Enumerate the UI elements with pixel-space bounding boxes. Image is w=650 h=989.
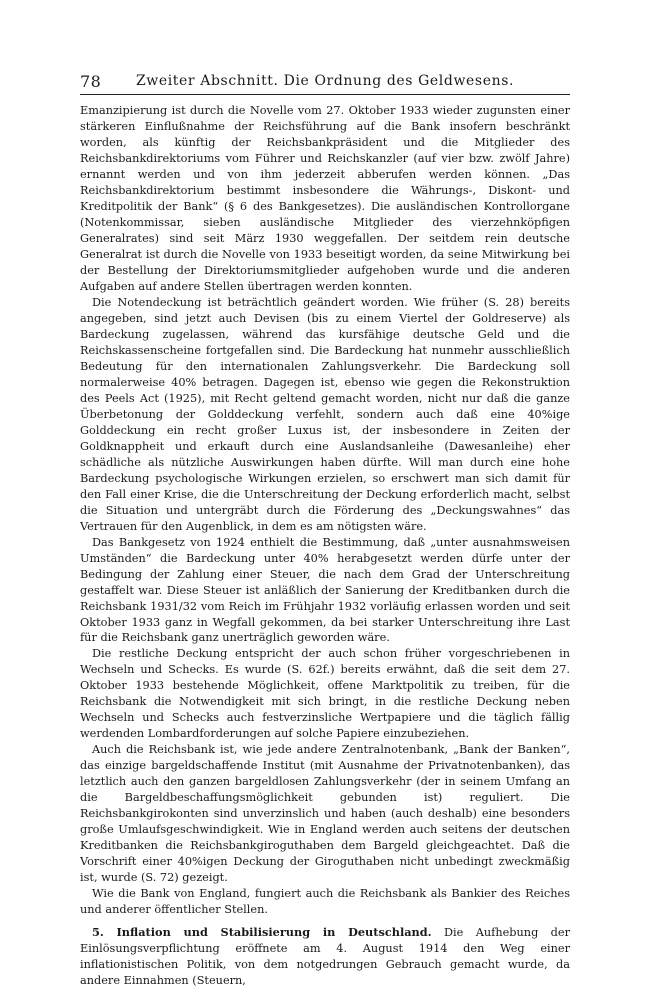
- book-page: [80, 72, 570, 989]
- paragraph-3: Das Bankgesetz von 1924 enthielt die Bestimmung, daß „unter ausnahmsweisen Umständen“ die Bardeckung unter 40% herabgesetzt werden dürfe unter der Bedingung der Zahlung einer Steuer, die nach dem Grad der Unterschreitung gestaffelt war. Diese Steuer ist anläßlich der Sanierung der Kreditbanken durch die Reichsbank 1931/32 vom Reich im Frühjahr 1932 vorläufig erlassen worden und seit Oktober 1933 ganz in Wegfall gekommen, da bei starker Unterschreitung ihre Last für die Reichsbank ganz unerträglich geworden wäre.: [80, 535, 570, 645]
- paragraph-2: Die Notendeckung ist beträchtlich geändert worden. Wie früher (S. 28) bereits angegeben, sind jetzt auch Devisen (bis zu einem Viertel der Goldreserve) als Bardeckung zugelassen, während das kursfähige deutsche Geld und die Reichskassenscheine fortgefallen sind. Die Bardeckung hat nunmehr ausschließlich Bedeutung für den internationalen Zahlungsverkehr. Die Bardeckung soll normalerweise 40% betragen. Dagegen ist, ebenso wie gegen die Rekonstruktion des Peels Act (1925), mit Recht geltend gemacht worden, nicht nur daß die ganze Überbetonung der Golddeckung verfehlt, sondern auch daß eine 40%ige Golddeckung ein recht großer Luxus ist, der insbesondere in Zeiten der Goldknappheit und erkauft durch eine Auslandsanleihe (Dawesanleihe) eher schädliche als nützliche Auswirkungen haben dürfte. Will man durch eine hohe Bardeckung psychologische Wirkungen erzielen, so erschwert man sich damit für den Fall einer Krise, die die Unterschreitung der Deckung erforderlich macht, selbst die Situation und untergräbt durch die Förderung des „Deckungswahnes“ das Vertrauen für den Augenblick, in dem es am nötigsten wäre.: [80, 295, 570, 533]
- paragraph-5: Auch die Reichsbank ist, wie jede andere Zentralnotenbank, „Bank der Banken“, das einzige bargeldschaffende Institut (mit Ausnahme der Privatnotenbanken), das letztlich auch den ganzen bargeldlosen Zahlungsverkehr (der in seinem Umfang an die Bargeldbeschaffungsmöglichkeit gebunden ist) reguliert. Die Reichsbankgirokonten sind unverzinslich und haben (auch deshalb) eine besonders große Umlaufsgeschwindigkeit. Wie in England werden auch seitens der deutschen Kreditbanken die Reichsbankgiroguthaben dem Bargeld gleichgeachtet. Daß die Vorschrift einer 40%igen Deckung der Giroguthaben nicht unbedingt zweckmäßig ist, wurde (S. 72) gezeigt.: [80, 743, 570, 885]
- section-paragraph: [80, 925, 570, 989]
- paragraph-4: Die restliche Deckung entspricht der auch schon früher vorgeschriebenen in Wechseln und Schecks. Es wurde (S. 62f.) bereits erwähnt, daß die seit dem 27. Oktober 1933 bestehende Möglichkeit, offene Marktpolitik zu treiben, für die Reichsbank die Notwendigkeit mit sich bringt, in die restliche Deckung neben Wechseln und Schecks auch festverzinsliche Wertpapiere und die täglich fällig werdenden Lombardforderungen auf solche Papiere einzubeziehen.: [80, 647, 570, 741]
- paragraph-1: Emanzipierung ist durch die Novelle vom 27. Oktober 1933 wieder zugunsten einer stärkeren Einflußnahme der Reichsführung auf die Bank insofern beschränkt worden, als künftig der Reichsbankpräsident und die Mitglieder des Reichsbankdirektoriums vom Führer und Reichskanzler (auf vier bzw. zwölf Jahre) ernannt werden und von ihm jederzeit abberufen werden können. „Das Reichsbankdirektorium bestimmt insbesondere die Währungs-, Diskont- und Kreditpolitik der Bank“ (§ 6 des Bankgesetzes). Die ausländischen Kontrollorgane (Notenkommissar, sieben ausländische Mitglieder des vierzehnköpfigen Generalrates) sind seit März 1930 weggefallen. Der seitdem rein deutsche Generalrat ist durch die Novelle von 1933 beseitigt worden, da seine Mitwirkung bei der Bestellung der Direktoriumsmitglieder aufgehoben wurde und die anderen Aufgaben auf andere Stellen übertragen werden konnten.: [80, 104, 570, 293]
- section-text: Die Aufhebung der Einlösungsverpflichtung eröffnete am 4. August 1914 den Weg einer inflationistischen Politik, von dem notgedrungen Gebrauch gemacht wurde, da andere Einnahmen (Steuern,: [80, 926, 570, 988]
- section-heading: 5. Inflation und Stabilisierung in Deutschland.: [92, 925, 432, 940]
- page-number: 78: [80, 72, 102, 91]
- running-header: [80, 72, 570, 95]
- running-title: Zweiter Abschnitt. Die Ordnung des Geldwesens.: [135, 73, 515, 89]
- body-text: [80, 103, 570, 989]
- paragraph-6: Wie die Bank von England, fungiert auch die Reichsbank als Bankier des Reiches und anderer öffentlicher Stellen.: [80, 887, 570, 917]
